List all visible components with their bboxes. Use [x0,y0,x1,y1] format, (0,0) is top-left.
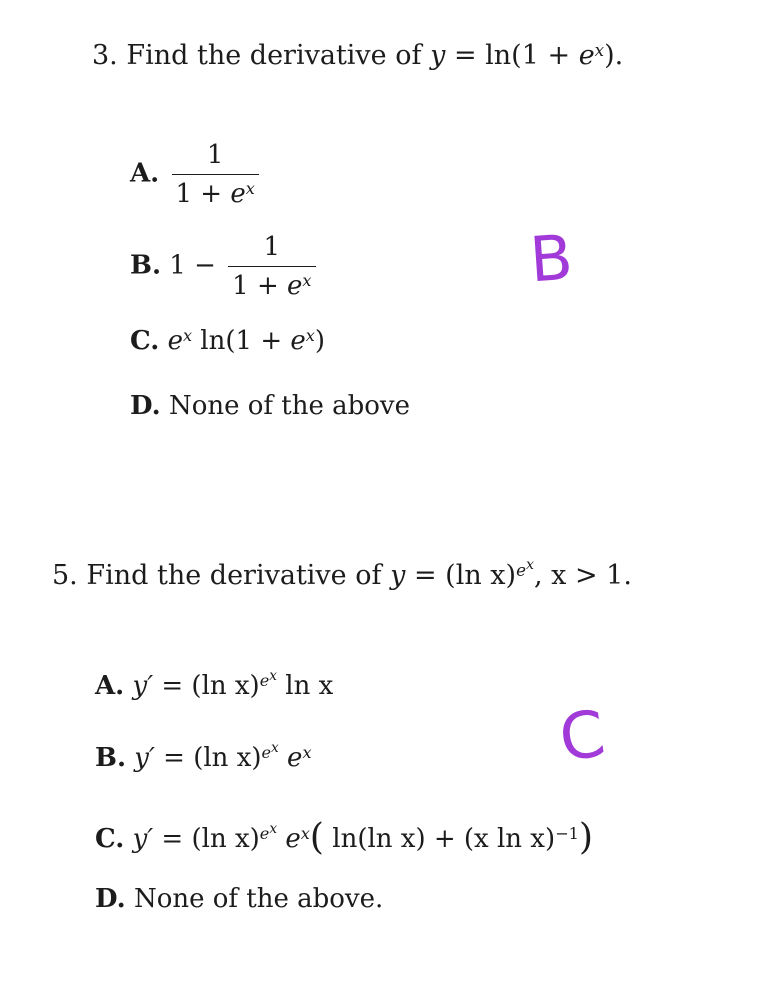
fraction-numerator: 1 [206,140,224,170]
question-number: 3. [92,40,118,71]
option-label: D. [130,391,161,421]
q5-option-b [95,739,312,773]
option-label: A. [130,158,160,189]
option-label: C. [95,824,125,854]
math-text: ln x [276,671,334,701]
math-exponent-exponent: x [525,557,534,574]
option-label: C. [130,326,160,356]
math-text: ln(ln x) + (x ln x) [324,824,556,854]
math-text: ). [604,40,624,71]
math-text: ln(1 + [485,40,579,71]
q3-option-d [130,391,410,421]
option-label: D. [95,884,126,914]
fraction-denominator [228,267,315,301]
math-var: y [390,560,406,591]
math-base: e [167,326,183,356]
math-eq: = [154,743,194,773]
math-base: e [290,326,306,356]
math-exponent-base: e [261,742,272,762]
math-exponent-base: e [516,559,526,580]
math-var: y′ [132,824,154,854]
q5-option-c [95,813,593,856]
math-eq: = [153,671,192,701]
question-prompt: Find the derivative of [86,560,382,591]
math-text: (ln x) [445,560,517,591]
math-exponent-base: e [259,823,270,843]
question-number: 5. [52,560,78,591]
handwritten-answer-q5: C [555,697,610,777]
math-exponent [259,820,278,843]
math-exponent [516,557,534,580]
option-label: B. [95,743,127,773]
math-exponent: x [305,325,315,345]
math-text: ln(1 + [192,326,291,356]
math-text: 1 + [175,179,231,209]
fraction [228,232,315,301]
math-exponent [261,739,279,762]
math-var: y′ [132,671,154,701]
math-exponent-exponent: x [269,820,278,837]
math-exponent-exponent: x [269,667,277,684]
math-base: e [578,40,595,71]
math-exponent-exponent: x [271,739,279,756]
math-base: e [285,824,301,854]
math-text: 1 + [232,271,288,301]
question-3 [92,40,623,71]
math-eq: = [153,824,192,854]
math-text: (ln x) [193,743,262,773]
big-paren-close: ) [578,815,594,858]
q5-option-d [95,884,383,914]
option-text: None of the above [168,391,410,421]
math-text: (ln x) [191,671,260,701]
math-exponent [259,667,277,690]
math-text: (ln x) [191,824,260,854]
math-eq: = [405,560,446,591]
math-eq: = [445,40,486,71]
q3-option-b [130,232,320,301]
big-paren-open: ( [309,815,324,858]
q5-option-a [95,667,334,701]
fraction-denominator [172,175,259,209]
math-exponent: x [245,178,255,198]
math-exponent: x [594,39,605,60]
math-text: ) [314,326,326,356]
option-label: B. [130,250,162,281]
math-exponent: −1 [555,823,579,843]
math-base: e [230,179,246,209]
math-exponent: x [302,270,312,290]
math-var: y′ [134,743,155,773]
math-exponent: x [302,742,312,762]
math-exponent: x [300,823,310,843]
math-exponent-base: e [259,670,270,690]
question-5 [52,557,632,591]
math-var: y [430,40,446,71]
q3-option-c [130,326,325,356]
fraction [172,140,259,209]
math-text: 1 − [169,250,216,281]
math-base: e [287,743,303,773]
q3-option-a [130,140,263,209]
math-base: e [287,271,303,301]
option-text: None of the above. [133,884,384,914]
option-label: A. [95,671,125,701]
handwritten-answer-q3: B [527,220,576,297]
math-exponent: x [182,325,193,345]
question-prompt: Find the derivative of [126,40,422,71]
math-text: , x > 1. [534,560,632,591]
fraction-numerator: 1 [263,232,281,262]
